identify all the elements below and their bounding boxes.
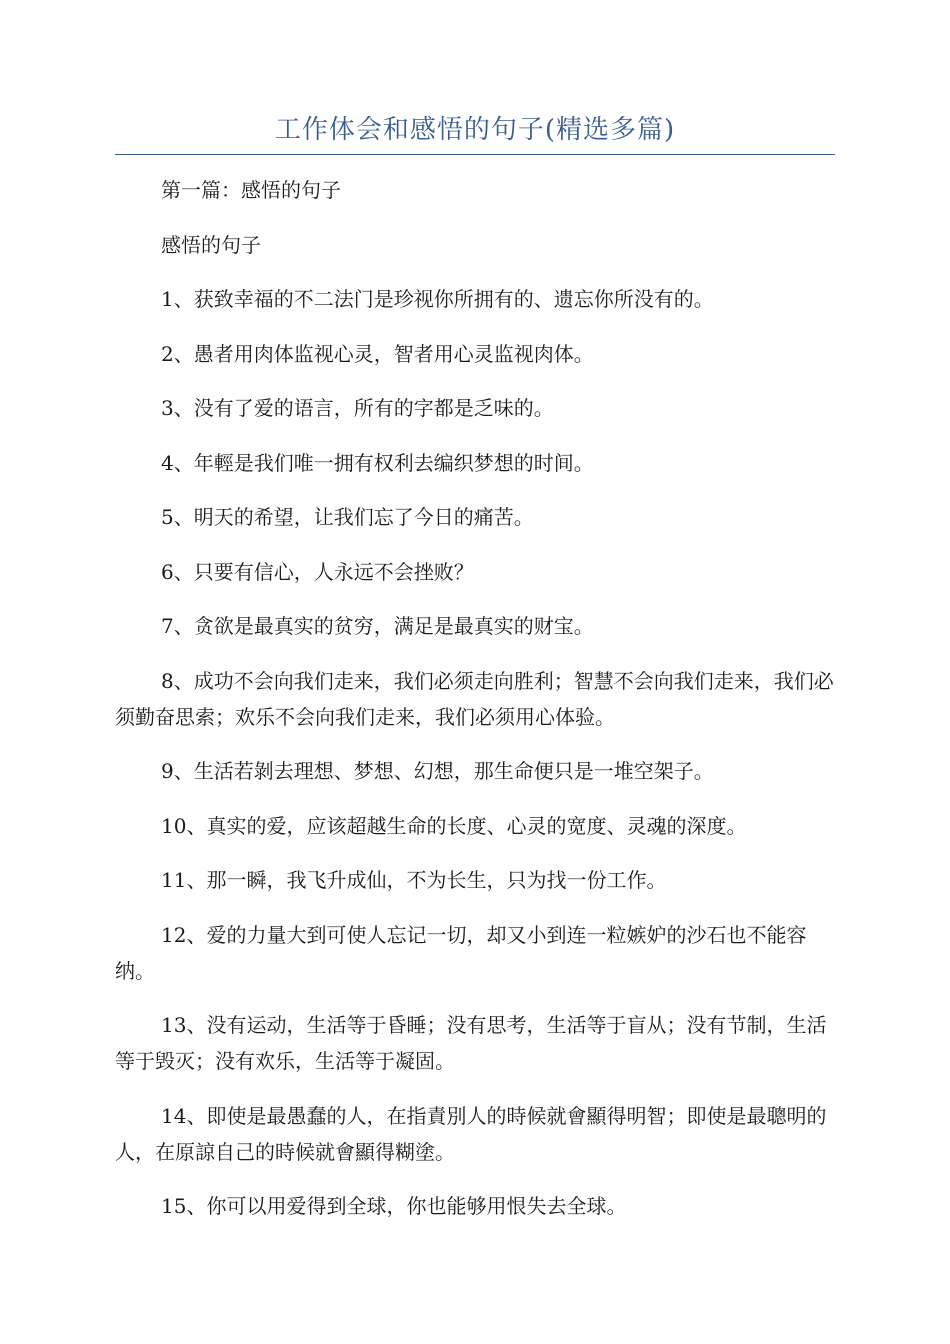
quote-item: 2、愚者用肉体监视心灵，智者用心灵监视肉体。 — [161, 341, 594, 366]
quote-item: 1、获致幸福的不二法门是珍视你所拥有的、遗忘你所没有的。 — [161, 287, 714, 311]
subsection-heading: 感悟的句子 — [161, 232, 261, 257]
document-title: 工作体会和感悟的句子(精选多篇) — [274, 115, 676, 145]
quote-item: 11、那一瞬，我飞升成仙，不为长生，只为找一份工作。 — [161, 868, 667, 892]
quote-item: 10、真实的爱，应该超越生命的长度、心灵的宽度、灵魂的深度。 — [161, 813, 747, 838]
title-underline — [115, 154, 835, 155]
quote-item: 13、没有运动，生活等于昏睡；没有思考，生活等于盲从；没有节制，生活等于毁灭；没有欢乐，生活等于凝固。 — [115, 1013, 827, 1073]
quote-item: 8、成功不会向我们走来，我们必须走向胜利；智慧不会向我们走来，我们必须勤奋思索；欢乐不会向我们走来，我们必须用心体验。 — [115, 668, 834, 729]
quote-item: 15、你可以用爱得到全球，你也能够用恨失去全球。 — [161, 1194, 627, 1218]
quote-item: 9、生活若剝去理想、梦想、幻想，那生命便只是一堆空架子。 — [161, 759, 714, 783]
quote-item: 6、只要有信心，人永远不会挫败？ — [161, 559, 474, 584]
quote-item: 4、年輕是我们唯一拥有权利去编织梦想的时间。 — [161, 450, 594, 475]
section-heading: 第一篇：感悟的句子 — [161, 178, 341, 202]
quote-item: 12、爱的力量大到可使人忘记一切，却又小到连一粒嫉妒的沙石也不能容纳。 — [115, 922, 807, 983]
quote-item: 7、贪欲是最真实的贫穷，满足是最真实的财宝。 — [161, 614, 594, 638]
quote-item: 5、明天的希望，让我们忘了今日的痛苦。 — [161, 505, 534, 529]
document-body — [115, 172, 835, 1243]
quote-item: 3、没有了爱的语言，所有的字都是乏味的。 — [161, 396, 554, 420]
quote-item: 14、即使是最愚蠢的人，在指責別人的時候就會顯得明智；即使是最聰明的人，在原諒自己的時候就會顯得糊塗。 — [115, 1103, 827, 1164]
